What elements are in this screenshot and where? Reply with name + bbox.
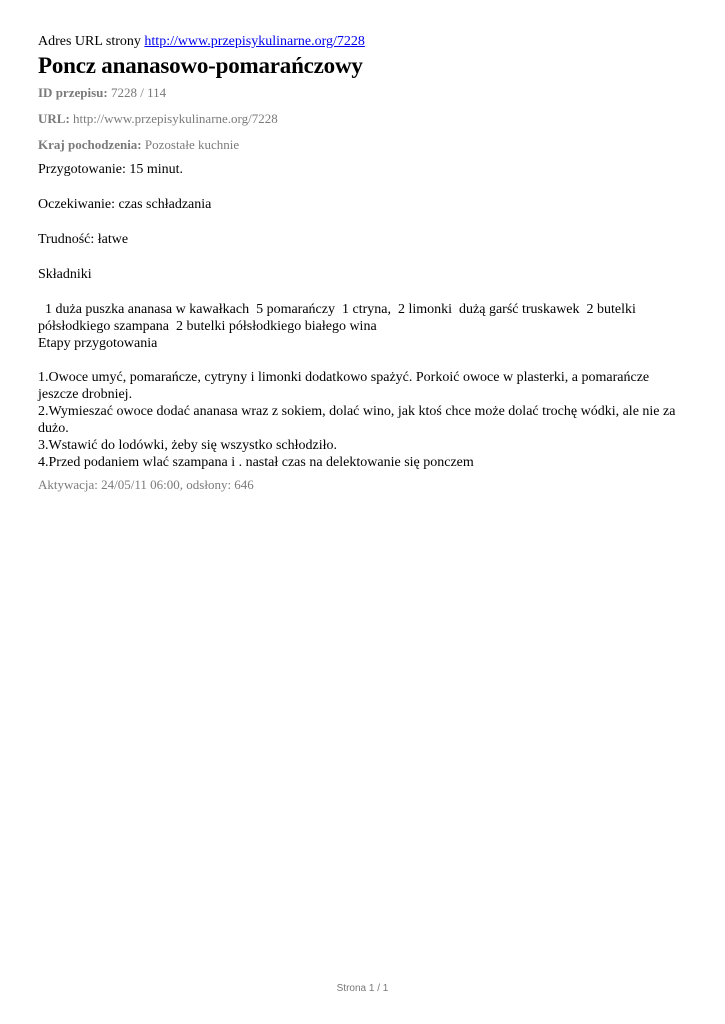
step-item: 3.Wstawić do lodówki, żeby się wszystko schłodziło. (38, 438, 338, 453)
step-item: 4.Przed podaniem wlać szampana i . nastał czas na delektowanie się ponczem (38, 455, 474, 470)
recipe-url-value: http://www.przepisykulinarne.org/7228 (73, 111, 278, 126)
page-url-link[interactable]: http://www.przepisykulinarne.org/7228 (144, 34, 365, 49)
recipe-country-row (38, 137, 688, 153)
page-number-footer: Strona 1 / 1 (336, 983, 389, 994)
steps-list (38, 369, 688, 471)
recipe-country-label: Kraj pochodzenia: (38, 137, 142, 152)
steps-heading: Etapy przygotowania (38, 336, 158, 351)
recipe-id-value: 7228 / 114 (110, 85, 167, 100)
waiting-time: Oczekiwanie: czas schładzania (38, 197, 212, 212)
recipe-url-label: URL: (38, 111, 70, 126)
document-page (38, 33, 688, 493)
ingredients-list: 1 duża puszka ananasa w kawałkach 5 pomarańczy 1 ctryna, 2 limonki dużą garść truskawek 2 butelki półsłodkiego szampana 2 butelki półsłodkiego białego wina (38, 302, 640, 334)
activation-info: Aktywacja: 24/05/11 06:00, odsłony: 646 (38, 477, 254, 492)
step-item: 1.Owoce umyć, pomarańcze, cytryny i limonki dodatkowo spażyć. Porkoić owoce w plasterki, a pomarańcze jeszcze drobniej. (38, 370, 650, 402)
difficulty: Trudność: łatwe (38, 232, 129, 247)
recipe-url-row (38, 111, 688, 127)
recipe-id-label: ID przepisu: (38, 85, 108, 100)
recipe-country-value: Pozostałe kuchnie (144, 137, 240, 152)
ingredients-heading: Składniki (38, 267, 92, 282)
recipe-title: Poncz ananasowo-pomarańczowy (38, 53, 363, 78)
url-label: Adres URL strony (38, 34, 141, 49)
step-item: 2.Wymieszać owoce dodać ananasa wraz z sokiem, dolać wino, jak ktoś chce może dolać trochę wódki, ale nie za dużo. (38, 404, 676, 436)
page-url-line (38, 33, 688, 51)
recipe-id-row (38, 85, 688, 101)
preparation-time: Przygotowanie: 15 minut. (38, 162, 184, 177)
